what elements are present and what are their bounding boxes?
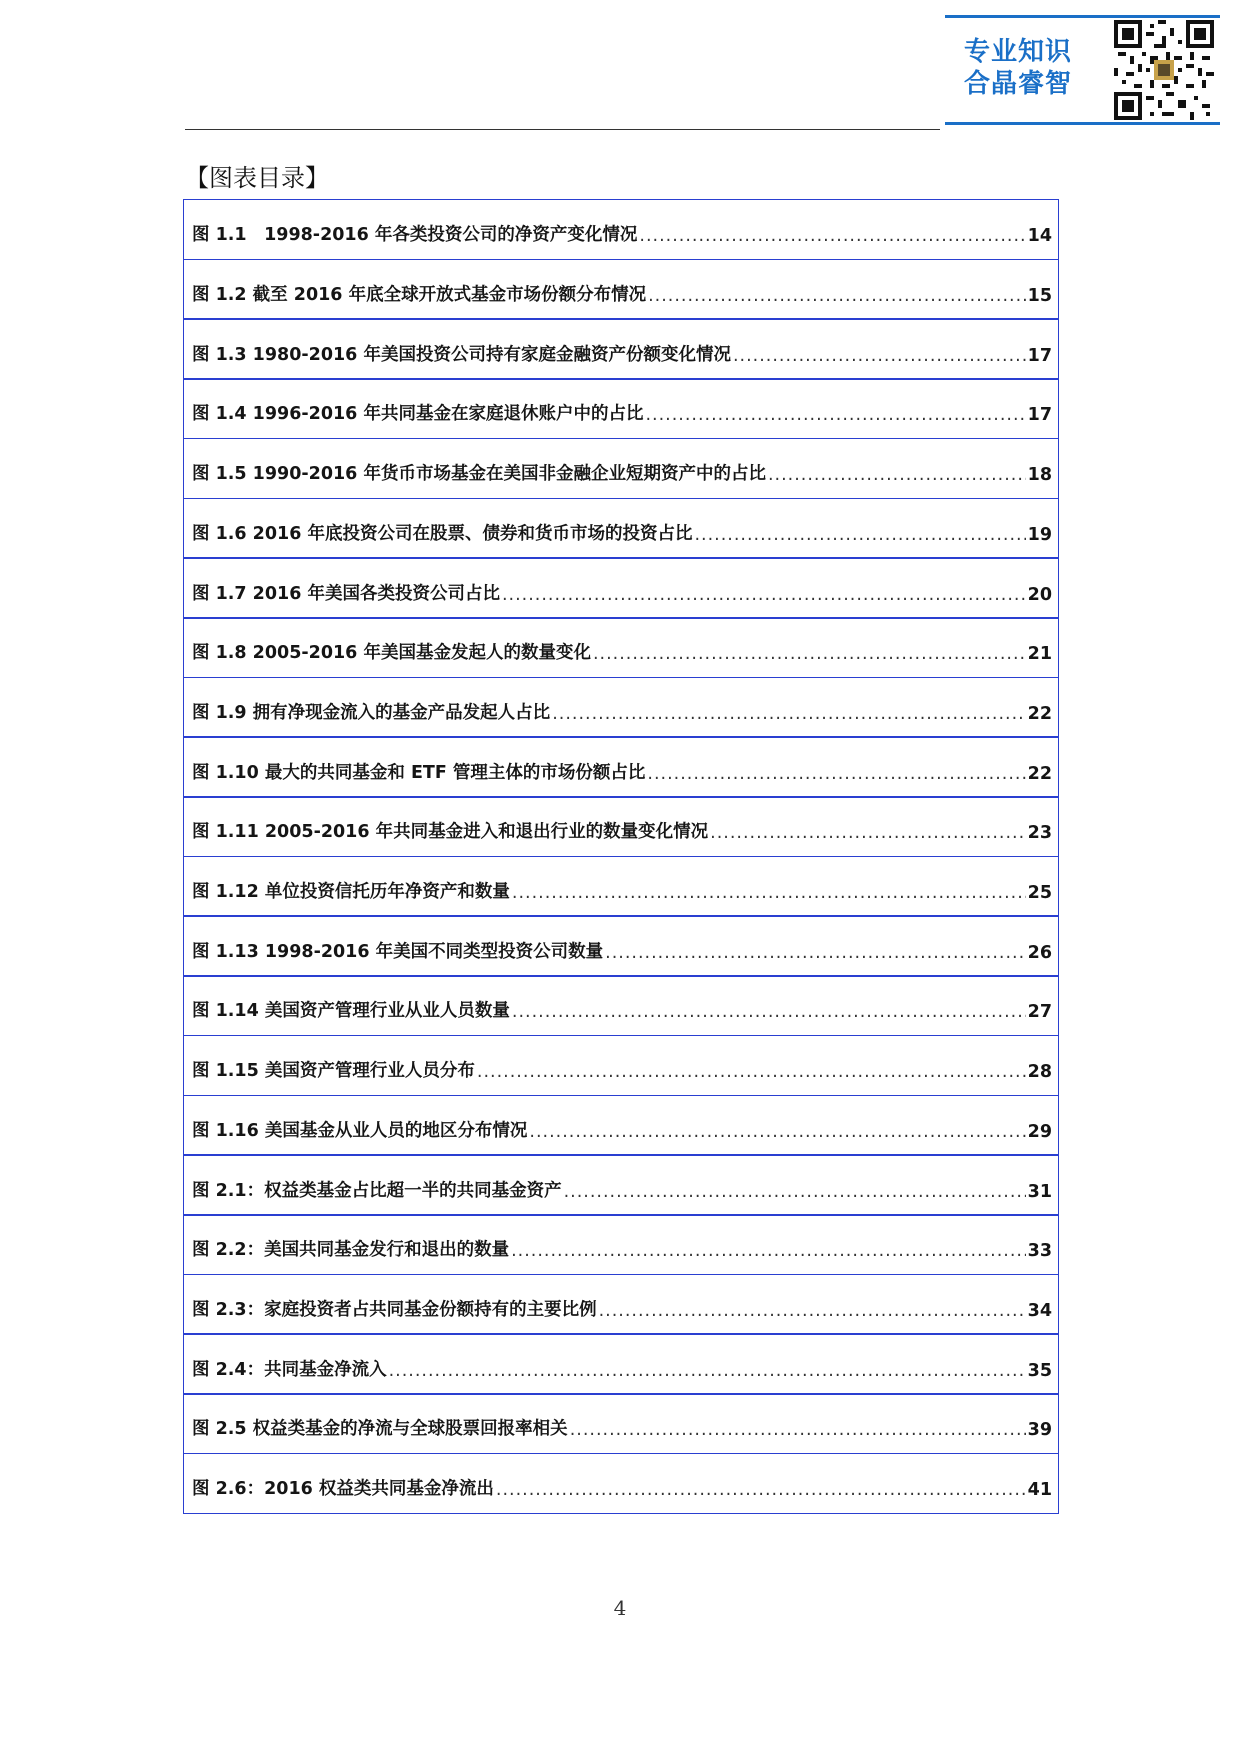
toc-leader-dots [694,525,1025,545]
header-rule [185,129,940,130]
toc-entry-label: 图 1.13 1998-2016 年美国不同类型投资公司数量 [192,941,604,962]
toc-entry-label: 图 1.10 最大的共同基金和 ETF 管理主体的市场份额占比 [192,762,646,783]
toc-entry[interactable] [183,1333,1059,1394]
toc-leader-dots [647,764,1025,784]
toc-leader-dots [645,405,1025,425]
toc-entry-page: 41 [1027,1480,1052,1501]
toc-leader-dots [512,1002,1026,1022]
toc-leader-dots [768,465,1026,485]
toc-entry-page: 31 [1027,1181,1052,1202]
toc-entry[interactable] [183,199,1059,260]
toc-entry-page: 34 [1027,1300,1052,1321]
toc-entry-page: 27 [1027,1002,1052,1023]
toc-entry[interactable] [183,1035,1059,1096]
toc-entry-label: 图 1.5 1990-2016 年货币市场基金在美国非金融企业短期资产中的占比 [192,464,766,485]
toc-entry-label: 图 1.4 1996-2016 年共同基金在家庭退休账户中的占比 [192,404,644,425]
toc-entry-page: 17 [1027,405,1052,426]
toc-entry[interactable] [183,1274,1059,1335]
toc-entry-label: 图 1.14 美国资产管理行业从业人员数量 [192,1001,510,1022]
toc-entry[interactable] [183,498,1059,559]
toc-leader-dots [552,704,1025,724]
toc-entry-page: 19 [1027,524,1052,545]
toc-leader-dots [529,1122,1025,1142]
toc-entry-label: 图 1.8 2005-2016 年美国基金发起人的数量变化 [192,643,591,664]
page-number: 4 [613,1596,627,1620]
toc-leader-dots [605,943,1026,963]
toc-entry-page: 22 [1027,703,1052,724]
toc-entry-page: 25 [1027,883,1052,904]
toc-leader-dots [389,1361,1026,1381]
toc-entry-page: 21 [1027,644,1052,665]
toc-entry-label: 图 1.7 2016 年美国各类投资公司占比 [192,583,500,604]
toc-entry[interactable] [183,1095,1059,1156]
toc-entry[interactable] [183,318,1059,379]
toc-leader-dots [599,1301,1026,1321]
toc-entry-label: 图 1.9 拥有净现金流入的基金产品发起人占比 [192,702,551,723]
toc-entry[interactable] [183,1453,1059,1514]
toc-leader-dots [511,1241,1026,1261]
toc-leader-dots [710,823,1026,843]
toc-entry[interactable] [183,677,1059,738]
qr-code-icon [1114,20,1214,120]
toc-entry-label: 图 2.3：家庭投资者占共同基金份额持有的主要比例 [192,1299,597,1320]
toc-entry-label: 图 1.1 1998-2016 年各类投资公司的净资产变化情况 [192,225,638,246]
toc-leader-dots [502,585,1026,605]
figure-table-of-contents [183,199,1059,1514]
brand-slogan [964,36,1074,100]
brand-line-1: 专业知识 [964,37,1073,67]
toc-entry-label: 图 1.15 美国资产管理行业人员分布 [192,1061,475,1082]
toc-leader-dots [593,644,1026,664]
toc-entry[interactable] [183,438,1059,499]
toc-entry-label: 图 1.6 2016 年底投资公司在股票、债券和货币市场的投资占比 [192,523,693,544]
toc-entry-label: 图 1.2 截至 2016 年底全球开放式基金市场份额分布情况 [192,285,647,305]
toc-entry-label: 图 1.16 美国基金从业人员的地区分布情况 [192,1120,528,1141]
toc-entry-label: 图 1.3 1980-2016 年美国投资公司持有家庭金融资产份额变化情况 [192,344,731,365]
toc-entry[interactable] [183,975,1059,1036]
toc-entry-page: 17 [1027,345,1052,366]
toc-entry-label: 图 1.11 2005-2016 年共同基金进入和退出行业的数量变化情况 [192,822,709,843]
toc-entry-page: 20 [1027,584,1052,605]
toc-entry-label: 图 2.6：2016 权益类共同基金净流出 [192,1479,494,1500]
toc-entry[interactable] [183,617,1059,678]
toc-entry[interactable] [183,259,1059,320]
toc-entry-label: 图 2.5 权益类基金的净流与全球股票回报率相关 [192,1419,568,1440]
toc-entry[interactable] [183,1214,1059,1275]
toc-entry-page: 23 [1027,823,1052,844]
toc-entry[interactable] [183,736,1059,797]
toc-entry[interactable] [183,1154,1059,1215]
toc-leader-dots [477,1062,1026,1082]
toc-entry[interactable] [183,856,1059,917]
toc-entry[interactable] [183,557,1059,618]
toc-entry-label: 图 2.1：权益类基金占比超一半的共同基金资产 [192,1180,562,1201]
toc-entry-page: 18 [1027,465,1052,486]
toc-entry-label: 图 2.2：美国共同基金发行和退出的数量 [192,1240,510,1261]
toc-entry-label: 图 1.12 单位投资信托历年净资产和数量 [192,882,510,903]
toc-entry-label: 图 2.4：共同基金净流入 [192,1359,387,1380]
toc-entry[interactable] [183,378,1059,439]
section-title: 【图表目录】 [185,164,329,192]
toc-entry-page: 14 [1027,226,1052,247]
toc-entry[interactable] [183,796,1059,857]
toc-leader-dots [733,346,1026,366]
toc-entry-page: 33 [1027,1241,1052,1262]
toc-entry-page: 29 [1027,1121,1052,1142]
toc-entry-page: 15 [1027,286,1052,306]
toc-entry-page: 39 [1027,1420,1052,1441]
toc-entry-page: 35 [1027,1360,1052,1381]
brand-line-2: 合晶睿智 [964,69,1073,99]
toc-leader-dots [512,883,1026,903]
toc-leader-dots [570,1420,1026,1440]
toc-entry-page: 26 [1027,942,1052,963]
toc-entry[interactable] [183,1393,1059,1454]
toc-leader-dots [564,1182,1026,1202]
toc-leader-dots [648,286,1026,306]
toc-leader-dots [639,226,1025,246]
toc-entry-page: 28 [1027,1062,1052,1083]
toc-entry[interactable] [183,915,1059,976]
toc-leader-dots [496,1480,1026,1500]
toc-entry-page: 22 [1027,763,1052,784]
